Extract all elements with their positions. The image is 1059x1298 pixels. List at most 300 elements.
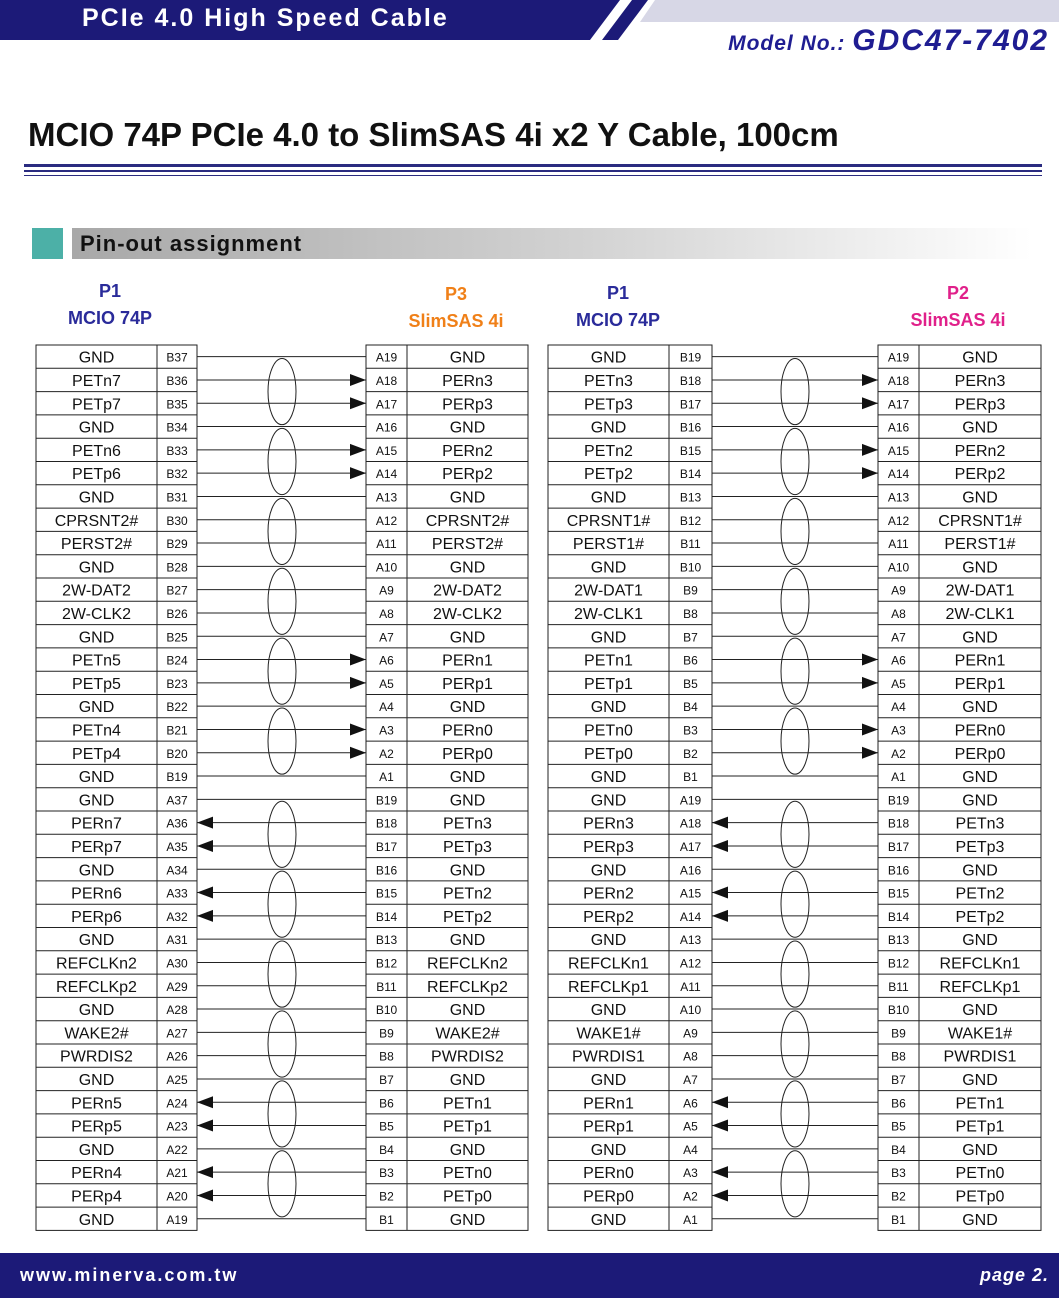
signal-name: PERp2 [954, 466, 1006, 484]
pin-number: A4 [683, 1142, 698, 1157]
pin-number: A9 [891, 583, 906, 598]
pin-number: B12 [375, 956, 398, 971]
pin-number: A2 [683, 1189, 698, 1204]
signal-name: PETp1 [584, 675, 633, 693]
pin-number: B8 [683, 606, 698, 621]
pair-ellipse [268, 498, 296, 564]
pin-number: A24 [166, 1096, 188, 1111]
signal-name: GND [962, 862, 998, 880]
signal-name: PERp2 [583, 908, 634, 926]
signal-name: GND [962, 629, 998, 647]
arrow-left-icon [197, 910, 213, 922]
pin-number: B2 [379, 1189, 394, 1204]
pin-number: A23 [166, 1119, 188, 1134]
pin-number: B20 [166, 746, 188, 761]
signal-name: PERST1# [572, 536, 645, 554]
signal-name: GND [449, 769, 486, 787]
signal-name: CPRSNT1# [938, 512, 1022, 530]
signal-name: PETn3 [443, 815, 492, 833]
signal-name: GND [449, 1141, 486, 1159]
signal-name: REFCLKn2 [427, 955, 508, 973]
signal-name: PERp1 [583, 1118, 634, 1136]
signal-name: GND [590, 629, 627, 647]
signal-name: GND [962, 349, 998, 367]
connector-p1-right-id: P1 [606, 283, 630, 303]
pin-number: A25 [166, 1072, 188, 1087]
pair-ellipse [268, 801, 296, 867]
signal-name: PERn1 [442, 652, 493, 670]
arrow-left-icon [712, 1166, 728, 1178]
signal-name: PERp6 [71, 908, 122, 926]
signal-name: GND [449, 489, 486, 507]
pin-number: A5 [683, 1119, 698, 1134]
signal-name: GND [590, 1071, 627, 1089]
arrow-right-icon [350, 654, 366, 666]
connector-p3-id: P3 [444, 284, 468, 304]
signal-name: REFCLKn1 [939, 955, 1021, 973]
pin-number: B1 [683, 770, 698, 785]
arrow-right-icon [862, 374, 878, 386]
pin-number: A6 [379, 653, 394, 668]
pin-number: B27 [166, 583, 188, 598]
signal-name: PERn1 [954, 652, 1006, 670]
signal-name: PERp1 [442, 675, 493, 693]
pair-ellipse [781, 498, 809, 564]
signal-name: PERp2 [442, 466, 493, 484]
pin-number: A33 [166, 886, 188, 901]
arrow-right-icon [350, 374, 366, 386]
arrow-right-icon [350, 397, 366, 409]
pin-number: B14 [679, 467, 702, 482]
pin-number: A7 [379, 630, 394, 645]
arrow-left-icon [712, 1189, 728, 1201]
arrow-right-icon [350, 444, 366, 456]
pin-number: B16 [679, 420, 702, 435]
signal-name: GND [449, 419, 486, 437]
signal-name: GND [78, 932, 115, 950]
signal-name: GND [449, 559, 486, 577]
signal-name: GND [449, 1071, 486, 1089]
pin-number: B21 [166, 723, 188, 738]
pin-number: B25 [166, 630, 188, 645]
signal-name: WAKE1# [947, 1025, 1013, 1043]
pair-ellipse [781, 708, 809, 774]
signal-name: REFCLKn1 [568, 955, 649, 973]
pair-ellipse [781, 638, 809, 704]
signal-name: REFCLKn2 [56, 955, 137, 973]
pin-number: A19 [166, 1212, 188, 1227]
pair-ellipse [268, 359, 296, 425]
pin-number: A10 [375, 560, 398, 575]
pair-ellipse [268, 708, 296, 774]
signal-name: GND [449, 1002, 486, 1020]
pin-number: A26 [166, 1049, 188, 1064]
pin-number: A1 [891, 770, 906, 785]
signal-name: PERp5 [71, 1118, 122, 1136]
pin-number: A20 [166, 1189, 188, 1204]
signal-name: GND [78, 769, 115, 787]
signal-name: CPRSNT2# [425, 512, 510, 530]
pin-number: A5 [379, 676, 394, 691]
signal-name: PETn2 [584, 442, 633, 460]
signal-name: PETn1 [443, 1095, 492, 1113]
signal-name: PETp2 [584, 466, 633, 484]
signal-name: GND [449, 629, 486, 647]
pin-number: B18 [679, 373, 702, 388]
pin-number: B9 [683, 583, 698, 598]
pin-number: A17 [887, 397, 910, 412]
pin-number: B19 [679, 350, 702, 365]
pin-number: A14 [375, 467, 398, 482]
pin-number: A3 [379, 723, 394, 738]
section-title: Pin-out assignment [80, 231, 303, 256]
signal-name: GND [78, 1071, 115, 1089]
signal-name: GND [962, 1211, 998, 1229]
arrow-left-icon [197, 1189, 213, 1201]
signal-name: PERp3 [442, 396, 493, 414]
connector-p1-left-name: MCIO 74P [67, 308, 153, 328]
pin-number: B18 [375, 816, 398, 831]
signal-name: REFCLKp1 [568, 978, 649, 996]
pin-number: B15 [887, 886, 910, 901]
signal-name: PERST1# [944, 536, 1016, 554]
signal-name: PERn5 [71, 1095, 122, 1113]
pin-number: A6 [891, 653, 906, 668]
signal-name: GND [590, 559, 627, 577]
pin-number: B7 [891, 1072, 906, 1087]
arrow-left-icon [712, 840, 728, 852]
signal-name: PERn0 [583, 1165, 634, 1183]
pin-number: A2 [379, 746, 394, 761]
arrow-right-icon [350, 747, 366, 759]
arrow-left-icon [197, 1120, 213, 1132]
pin-number: B12 [679, 513, 702, 528]
model-label: Model No.: [728, 32, 853, 55]
pair-ellipse [781, 1081, 809, 1147]
header-title: PCIe 4.0 High Speed Cable [82, 4, 449, 32]
pin-number: A13 [679, 933, 702, 948]
pin-number: B8 [379, 1049, 394, 1064]
signal-name: 2W-CLK1 [945, 605, 1015, 623]
pin-number: B11 [888, 979, 909, 994]
connector-p2-name: SlimSAS 4i [910, 310, 1006, 330]
signal-name: PETp1 [443, 1118, 492, 1136]
pin-number: B6 [891, 1096, 906, 1111]
pair-ellipse [268, 1011, 296, 1077]
pair-ellipse [268, 871, 296, 937]
signal-name: PETp0 [443, 1188, 492, 1206]
signal-name: GND [962, 932, 998, 950]
pin-number: A1 [683, 1212, 698, 1227]
signal-name: 2W-CLK2 [432, 605, 503, 623]
pin-number: B34 [166, 420, 188, 435]
pin-number: B32 [166, 467, 188, 482]
pin-number: B7 [379, 1072, 394, 1087]
pin-number: A22 [166, 1142, 188, 1157]
pin-number: A7 [891, 630, 906, 645]
connector-p1-right-name: MCIO 74P [575, 310, 661, 330]
pin-number: B3 [683, 723, 698, 738]
signal-name: PWRDIS2 [431, 1048, 504, 1066]
pin-number: A15 [375, 443, 398, 458]
pin-number: A2 [891, 746, 906, 761]
signal-name: GND [449, 349, 486, 367]
pin-number: B2 [891, 1189, 906, 1204]
signal-name: PETn4 [72, 722, 121, 740]
pin-number: A1 [379, 770, 394, 785]
signal-name: PERp3 [954, 396, 1006, 414]
signal-name: GND [590, 862, 627, 880]
pin-number: A8 [891, 606, 906, 621]
pin-number: A35 [166, 839, 188, 854]
pin-number: A31 [166, 933, 188, 948]
connector-p2-id: P2 [946, 283, 970, 303]
signal-name: PERST2# [431, 536, 504, 554]
pin-number: B30 [166, 513, 188, 528]
pin-number: A4 [891, 700, 906, 715]
signal-name: PERp0 [954, 745, 1006, 763]
signal-name: PETp2 [443, 908, 492, 926]
pin-number: A15 [679, 886, 702, 901]
arrow-right-icon [862, 397, 878, 409]
signal-name: PETn1 [584, 652, 633, 670]
signal-name: 2W-DAT2 [433, 582, 502, 600]
pin-number: A11 [680, 979, 701, 994]
signal-name: GND [590, 1211, 627, 1229]
pin-number: A4 [379, 700, 394, 715]
signal-name: GND [78, 699, 115, 717]
pin-number: A12 [887, 513, 910, 528]
signal-name: PETn1 [955, 1095, 1005, 1113]
pin-number: A16 [375, 420, 398, 435]
pin-number: A36 [166, 816, 188, 831]
signal-name: GND [590, 1002, 627, 1020]
signal-name: WAKE2# [435, 1025, 500, 1043]
pin-number: B5 [891, 1119, 906, 1134]
pair-ellipse [268, 428, 296, 494]
signal-name: PETn6 [72, 442, 121, 460]
arrow-right-icon [862, 444, 878, 456]
signal-name: GND [590, 769, 627, 787]
signal-name: PWRDIS1 [943, 1048, 1017, 1066]
signal-name: GND [78, 1002, 115, 1020]
signal-name: GND [590, 1141, 627, 1159]
arrow-right-icon [350, 677, 366, 689]
pin-number: A6 [683, 1096, 698, 1111]
signal-name: GND [78, 559, 115, 577]
signal-name: GND [78, 1141, 115, 1159]
signal-name: PERp3 [583, 838, 634, 856]
signal-name: PERn2 [442, 442, 493, 460]
pin-number: A14 [679, 909, 702, 924]
pin-number: A8 [683, 1049, 698, 1064]
arrow-left-icon [197, 887, 213, 899]
signal-name: GND [78, 419, 115, 437]
pin-number: A15 [887, 443, 910, 458]
pin-number: A18 [887, 373, 910, 388]
arrow-right-icon [350, 467, 366, 479]
pin-number: B15 [375, 886, 398, 901]
signal-name: PERp0 [442, 745, 493, 763]
arrow-left-icon [197, 817, 213, 829]
signal-name: PETp3 [955, 838, 1005, 856]
signal-name: 2W-DAT1 [945, 582, 1015, 600]
signal-name: GND [78, 1211, 115, 1229]
pin-number: A14 [887, 467, 910, 482]
pin-number: B19 [887, 793, 910, 808]
pin-number: B6 [379, 1096, 394, 1111]
pin-number: B1 [379, 1212, 394, 1227]
pin-number: B9 [891, 1026, 906, 1041]
signal-name: PERn3 [442, 372, 493, 390]
pin-number: A21 [166, 1166, 188, 1181]
pin-number: A11 [888, 537, 909, 552]
pin-number: A19 [887, 350, 910, 365]
pin-number: A3 [683, 1166, 698, 1181]
pin-number: B16 [887, 863, 910, 878]
signal-name: GND [962, 699, 998, 717]
signal-name: 2W-CLK1 [573, 605, 644, 623]
pin-number: A18 [375, 373, 398, 388]
signal-name: 2W-CLK2 [61, 605, 132, 623]
signal-name: GND [590, 489, 627, 507]
pin-number: A17 [375, 397, 398, 412]
pair-ellipse [781, 1151, 809, 1217]
arrow-right-icon [862, 723, 878, 735]
signal-name: PETp7 [72, 396, 121, 414]
signal-name: GND [962, 792, 998, 810]
signal-name: GND [962, 559, 998, 577]
document-title: MCIO 74P PCIe 4.0 to SlimSAS 4i x2 Y Cable, 100cm [28, 116, 839, 153]
pin-number: B16 [375, 863, 398, 878]
pin-number: B11 [376, 979, 397, 994]
arrow-left-icon [712, 1096, 728, 1108]
signal-name: GND [449, 792, 486, 810]
pin-number: B2 [683, 746, 698, 761]
pin-number: B5 [379, 1119, 394, 1134]
arrow-right-icon [862, 677, 878, 689]
arrow-left-icon [712, 1120, 728, 1132]
pin-number: B29 [166, 537, 188, 552]
pin-number: B24 [166, 653, 188, 668]
signal-name: GND [962, 1141, 998, 1159]
signal-name: GND [78, 862, 115, 880]
pin-number: A19 [679, 793, 702, 808]
signal-name: GND [590, 699, 627, 717]
pin-number: B33 [166, 443, 188, 458]
connector-p1-left-id: P1 [98, 281, 122, 301]
pin-number: B17 [887, 839, 910, 854]
signal-name: CPRSNT1# [566, 512, 651, 530]
signal-name: PERn3 [583, 815, 634, 833]
pin-number: B4 [891, 1142, 906, 1157]
signal-name: PETp3 [443, 838, 492, 856]
signal-name: PERn2 [583, 885, 634, 903]
pin-number: A3 [891, 723, 906, 738]
pin-number: A27 [166, 1026, 188, 1041]
pair-ellipse [781, 568, 809, 634]
pin-number: B18 [887, 816, 910, 831]
pin-number: B11 [680, 537, 701, 552]
signal-name: PERn4 [71, 1165, 122, 1183]
arrow-right-icon [862, 467, 878, 479]
pin-number: A37 [166, 793, 188, 808]
signal-name: GND [962, 769, 998, 787]
signal-name: 2W-DAT1 [574, 582, 643, 600]
pin-number: B7 [683, 630, 698, 645]
signal-name: PETn3 [584, 372, 633, 390]
pin-number: B28 [166, 560, 188, 575]
signal-name: PETn0 [443, 1165, 492, 1183]
pin-number: B13 [679, 490, 702, 505]
signal-name: REFCLKp1 [939, 978, 1021, 996]
signal-name: PETn2 [955, 885, 1005, 903]
signal-name: GND [78, 489, 115, 507]
signal-name: PETp1 [955, 1118, 1005, 1136]
signal-name: PETp3 [584, 396, 633, 414]
connector-p3-name: SlimSAS 4i [408, 311, 504, 331]
pair-ellipse [781, 801, 809, 867]
pair-ellipse [781, 941, 809, 1007]
pin-number: A8 [379, 606, 394, 621]
signal-name: PETn0 [584, 722, 633, 740]
arrow-left-icon [712, 887, 728, 899]
signal-name: GND [449, 932, 486, 950]
signal-name: PERn6 [71, 885, 122, 903]
signal-name: PERp0 [583, 1188, 634, 1206]
arrow-left-icon [712, 910, 728, 922]
pin-number: B9 [379, 1026, 394, 1041]
pin-number: A13 [375, 490, 398, 505]
signal-name: GND [962, 1002, 998, 1020]
signal-name: GND [78, 629, 115, 647]
arrow-left-icon [197, 1166, 213, 1178]
arrow-left-icon [197, 1096, 213, 1108]
signal-name: GND [590, 419, 627, 437]
arrow-right-icon [862, 654, 878, 666]
signal-name: PETp6 [72, 466, 121, 484]
signal-name: PERp4 [71, 1188, 122, 1206]
arrow-right-icon [862, 747, 878, 759]
signal-name: GND [449, 1211, 486, 1229]
signal-name: PERn1 [583, 1095, 634, 1113]
signal-name: PERn3 [954, 372, 1006, 390]
pin-number: B19 [166, 770, 188, 785]
pin-number: B17 [679, 397, 702, 412]
pin-number: B4 [683, 700, 698, 715]
pin-number: A29 [166, 979, 188, 994]
pin-number: A9 [379, 583, 394, 598]
pin-number: A16 [887, 420, 910, 435]
pair-ellipse [268, 941, 296, 1007]
pair-ellipse [781, 871, 809, 937]
signal-name: PETp4 [72, 745, 121, 763]
signal-name: GND [962, 1071, 998, 1089]
signal-name: PETp0 [584, 745, 633, 763]
pin-number: A7 [683, 1072, 698, 1087]
signal-name: GND [449, 699, 486, 717]
pair-ellipse [268, 638, 296, 704]
pin-number: B12 [887, 956, 910, 971]
pin-number: B3 [379, 1166, 394, 1181]
signal-name: PWRDIS1 [572, 1048, 645, 1066]
pin-number: B31 [166, 490, 188, 505]
signal-name: PERp1 [954, 675, 1006, 693]
pin-number: A13 [887, 490, 910, 505]
signal-name: PETn2 [443, 885, 492, 903]
pin-number: B13 [375, 933, 398, 948]
footer [0, 1253, 1059, 1298]
